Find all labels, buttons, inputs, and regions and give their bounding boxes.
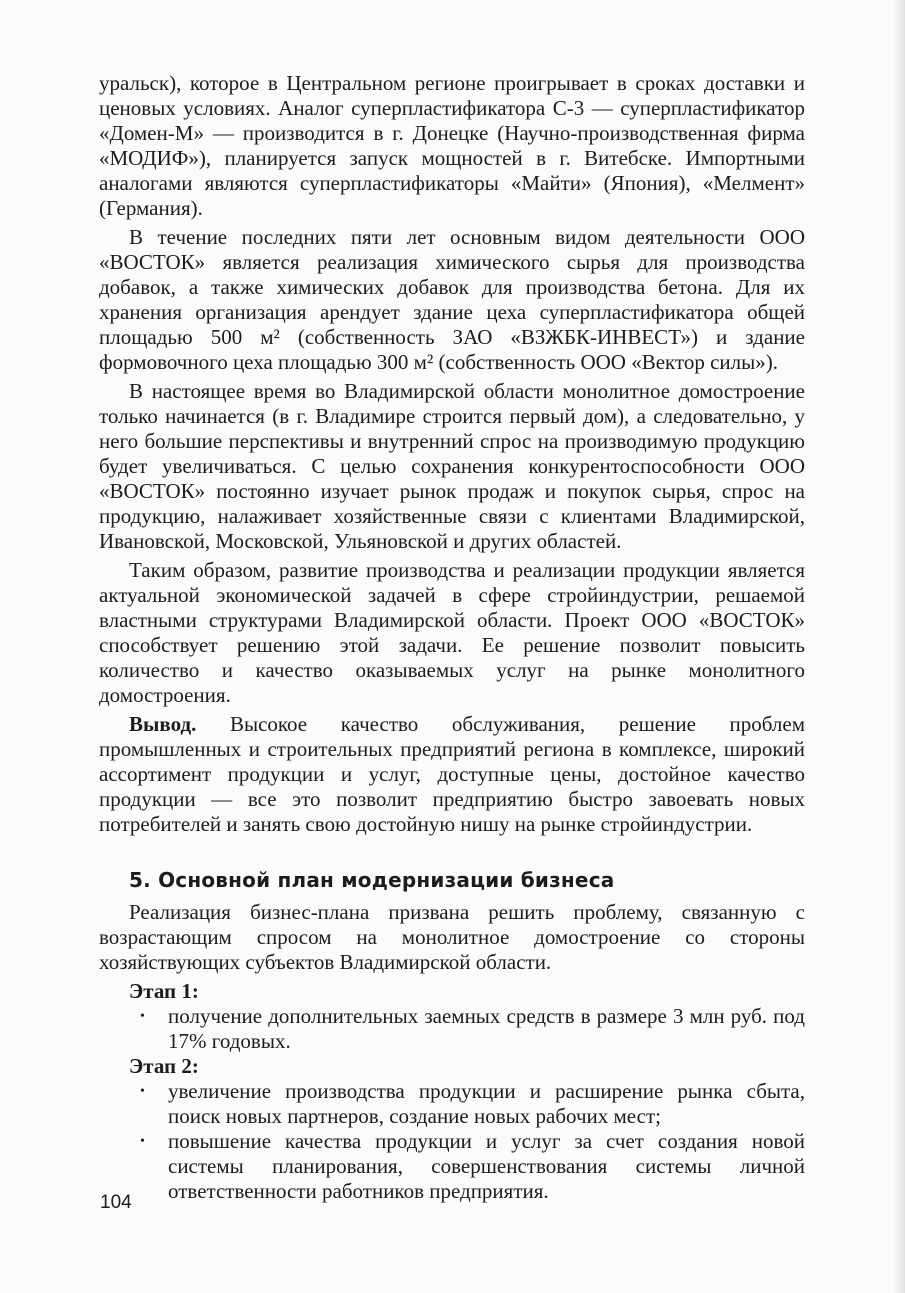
section-intro: Реализация бизнес-плана призвана решить проблему, связанную с возрастающим спросом на монолитное домостроение со стороны хозяйствующих субъектов Владимирской области. xyxy=(99,900,805,974)
conclusion-text: Высокое качество обслуживания, решение проблем промышленных и строительных предприятий региона в комплексе, широкий ассортимент продукции и услуг, доступные цены, достойное качество продукции — все это позволит предприятию быстро завоевать новых потребителей и занять свою достойную нишу на рынке стройиндустрии. xyxy=(99,712,805,836)
list-item xyxy=(99,1079,805,1129)
page-number: 104 xyxy=(100,1192,132,1213)
list-item xyxy=(99,1129,805,1204)
conclusion-lead: Вывод. xyxy=(129,712,197,736)
bullet-icon: • xyxy=(140,1134,145,1149)
bullet-icon: • xyxy=(140,1009,145,1024)
list-item-text: получение дополнительных заемных средств в размере 3 млн руб. под 17% годовых. xyxy=(168,1004,805,1053)
stage-2-label: Этап 2: xyxy=(129,1054,199,1078)
list-item-text: увеличение производства продукции и расширение рынка сбыта, поиск новых партнеров, создание новых рабочих мест; xyxy=(168,1079,805,1128)
body-text xyxy=(99,71,805,1204)
page-edge-shadow xyxy=(893,0,905,1293)
paragraph-conclusion xyxy=(99,712,805,837)
paragraph-regional-market: В настоящее время во Владимирской области монолитное домостроение только начинается (в г. Владимире строится первый дом), а следовательно, у него большие перспективы и внутренний спрос на производимую продукцию будет увеличиваться. С целью сохранения конкурентоспособности ООО «ВОСТОК» постоянно изучает рынок продаж и покупок сырья, спрос на продукцию, налаживает хозяйственные связи с клиентами Владимирской, Ивановской, Московской, Ульяновской и других областей. xyxy=(99,379,805,553)
paragraph-company-activity: В течение последних пяти лет основным видом деятельности ООО «ВОСТОК» является реализация химического сырья для производства добавок, а также химических добавок для производства бетона. Для их хранения организация арендует здание цеха суперпластификатора общей площадью 500 м² (собственность ЗАО «ВЗЖБК-ИНВЕСТ») и здание формовочного цеха площадью 300 м² (собственность ООО «Вектор силы»). xyxy=(99,225,805,374)
bullet-icon: • xyxy=(140,1084,145,1099)
list-item xyxy=(99,1004,805,1054)
stage-1-label: Этап 1: xyxy=(129,979,199,1003)
list-item-text: повышение качества продукции и услуг за счет создания новой системы планирования, совершенствования системы личной ответственности работников предприятия. xyxy=(168,1129,805,1203)
paragraph-continuation: уральск), которое в Центральном регионе проигрывает в сроках доставки и ценовых условиях. Аналог суперпластификатора С-3 — суперпластификатор «Домен-М» — производится в г. Донецке (Научно-производственная фирма «МОДИФ»), планируется запуск мощностей в г. Витебске. Импортными аналогами являются суперпластификаторы «Майти» (Япония), «Мелмент» (Германия). xyxy=(99,71,805,220)
stage-2-list xyxy=(99,1079,805,1204)
stage-1-list xyxy=(99,1004,805,1054)
section-heading: 5. Основной план модернизации бизнеса xyxy=(129,868,615,892)
paragraph-development-task: Таким образом, развитие производства и реализации продукции является актуальной экономической задачей в сфере стройиндустрии, решаемой властными структурами Владимирской области. Проект ООО «ВОСТОК» способствует решению этой задачи. Ее решение позволит повысить количество и качество оказываемых услуг на рынке монолитного домостроения. xyxy=(99,558,805,707)
